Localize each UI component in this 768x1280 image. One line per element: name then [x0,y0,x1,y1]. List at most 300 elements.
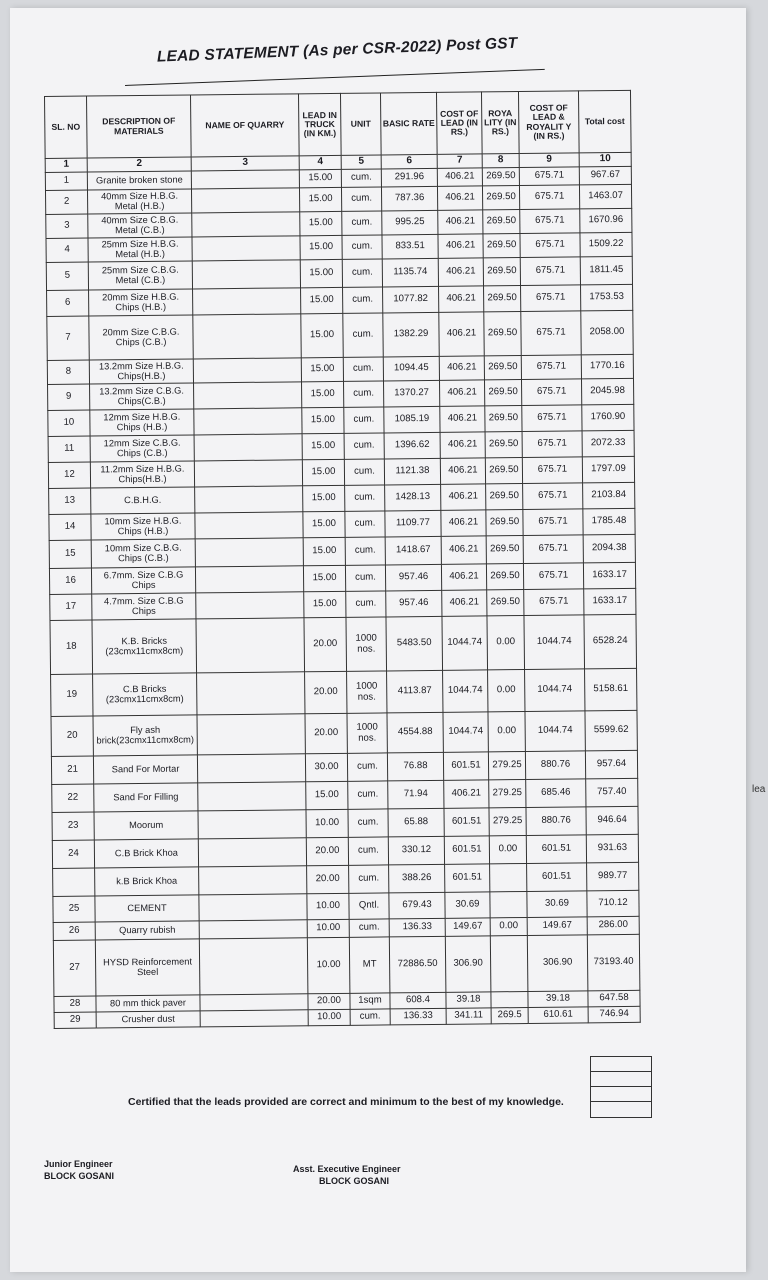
cell-clr: 880.76 [526,807,586,836]
cell-clr: 39.18 [528,991,588,1008]
cell-royalty: 269.50 [483,258,520,286]
cell-total: 1785.48 [583,508,635,535]
cell-desc: Fly ash brick(23cmx11cmx8cm) [93,715,197,756]
cell-lead: 15.00 [306,781,348,809]
cell-lead: 10.00 [308,1009,350,1025]
quarry-cell [193,358,301,383]
cell-unit: cum. [341,187,381,211]
cell-lead: 15.00 [301,357,343,381]
cell-basic: 1382.29 [383,312,439,357]
cell-total: 6528.24 [584,614,637,669]
quarry-cell [199,894,307,921]
cell-basic: 1121.38 [384,458,440,485]
cell-royalty: 269.50 [485,432,522,458]
cell-basic: 1094.45 [383,356,439,381]
cell-desc: 11.2mm Size H.B.G. Chips(H.B.) [90,461,194,488]
cell-total: 1509.22 [580,232,632,257]
cell-clr: 675.71 [523,535,583,564]
cell-total: 1670.96 [580,208,632,233]
cell-clr: 601.51 [526,835,586,864]
signature-title: Junior Engineer [44,1159,113,1169]
cell-basic: 608.4 [390,992,446,1009]
cell-desc: 4.7mm. Size C.B.G Chips [92,593,196,620]
quarry-cell [193,314,301,359]
cell-basic: 1135.74 [382,258,438,287]
quarry-cell [197,672,305,715]
cell-lead: 10.00 [306,809,348,837]
quarry-cell [191,170,299,189]
cell-unit: 1sqm [350,993,390,1009]
cell-total: 1753.53 [581,284,633,311]
cell-basic: 4113.87 [387,670,443,713]
background-edge-text: lea [752,784,766,795]
header-total-cost: Total cost [578,90,631,153]
cell-desc: HYSD Reinforcement Steel [95,939,200,996]
cell-total: 710.12 [587,890,639,917]
cell-cost-lead: 406.21 [440,458,485,484]
signature-title: Asst. Executive Engineer [293,1164,401,1174]
cell-lead: 15.00 [302,433,344,459]
cell-desc: 80 mm thick paver [96,995,200,1012]
cell-lead: 15.00 [301,313,343,357]
cell-sl: 24 [52,840,94,868]
cell-lead: 15.00 [302,407,344,433]
header-unit: UNIT [340,93,381,155]
cell-unit: cum. [344,407,384,433]
cell-royalty: 269.50 [485,406,522,432]
cell-basic: 76.88 [387,752,443,781]
cell-basic: 4554.88 [387,712,443,753]
header-quarry: NAME OF QUARRY [190,94,299,157]
cell-desc: K.B. Bricks (23cmx11cmx8cm) [92,619,197,674]
header-sl-no: SL. NO [45,96,88,158]
cell-unit: cum. [349,919,389,937]
cell-sl: 9 [48,384,90,410]
cell-royalty: 269.50 [482,168,519,186]
cell-sl: 15 [49,540,91,568]
cell-cost-lead: 601.51 [443,752,488,780]
cell-royalty: 0.00 [488,669,525,711]
cell-royalty: 279.25 [489,807,526,835]
quarry-cell [196,592,304,619]
quarry-cell [194,434,302,461]
cell-clr: 675.71 [522,457,582,484]
cell-sl: 29 [54,1012,96,1028]
cell-total: 5599.62 [585,710,637,751]
cell-sl: 21 [51,756,93,784]
quarry-cell [195,486,303,513]
cell-royalty: 269.50 [486,564,523,590]
cell-sl: 5 [46,262,88,290]
cell-total: 1633.17 [584,588,636,615]
cert-box [590,1056,652,1118]
header-description: DESCRIPTION OF MATERIALS [87,95,192,158]
cell-cost-lead: 406.21 [441,510,486,536]
quarry-cell [192,236,300,261]
cell-sl: 19 [51,674,93,716]
cell-sl: 2 [45,190,87,214]
cell-unit: cum. [348,837,388,865]
cell-total: 286.00 [587,916,639,935]
cell-royalty: 269.50 [483,234,520,258]
cell-total: 967.67 [579,166,631,185]
cell-basic: 65.88 [388,808,444,837]
quarry-cell [195,512,303,539]
cell-desc: k.B Brick Khoa [95,867,199,896]
col-number: 7 [437,154,482,168]
cell-basic: 1370.27 [384,380,440,407]
col-number: 8 [482,154,519,168]
cell-total: 946.64 [586,806,638,835]
document-title: LEAD STATEMENT (As per CSR-2022) Post GST [156,34,518,66]
cell-clr: 675.71 [520,257,580,286]
cell-sl: 16 [49,568,91,594]
cell-unit: cum. [345,485,385,511]
cell-royalty [490,935,528,991]
cell-lead: 15.00 [300,211,342,235]
cell-total: 2045.98 [581,378,633,405]
cell-total: 1760.90 [582,404,634,431]
cell-lead: 15.00 [301,287,343,313]
cell-cost-lead: 601.51 [445,864,490,892]
cell-total: 2094.38 [583,534,635,563]
cell-basic: 833.51 [382,234,438,259]
cell-cost-lead: 39.18 [446,992,491,1008]
cell-cost-lead: 601.51 [444,808,489,836]
cell-total: 5158.61 [585,668,637,711]
cell-sl: 3 [46,214,88,238]
cell-cost-lead: 406.21 [438,234,483,258]
cell-total: 1797.09 [582,456,634,483]
signature-office: BLOCK GOSANI [319,1176,390,1187]
cell-royalty: 269.5 [491,1007,528,1023]
cell-cost-lead: 406.21 [437,168,482,186]
cell-lead: 15.00 [302,381,344,407]
cell-unit: cum. [343,313,383,357]
quarry-cell [198,838,306,867]
cell-royalty [490,891,527,917]
cell-royalty: 269.50 [483,210,520,234]
title-underline [125,69,545,86]
cell-royalty [490,863,527,891]
cell-lead: 15.00 [302,459,344,485]
cell-unit: cum. [344,459,384,485]
cell-basic: 1109.77 [385,510,441,537]
cell-royalty: 0.00 [487,616,525,670]
cell-royalty: 269.50 [486,536,523,564]
cell-unit: 1000 nos. [347,713,387,753]
cell-unit: cum. [349,865,389,893]
cell-desc: Granite broken stone [87,171,191,190]
quarry-cell [193,288,301,315]
cell-lead: 30.00 [305,753,347,781]
cell-total: 931.63 [586,834,638,863]
cell-royalty: 269.50 [487,590,524,616]
cell-desc: 20mm Size H.B.G. Chips (H.B.) [89,289,193,316]
cell-lead: 15.00 [300,259,342,287]
cell-unit: Qntl. [349,893,389,919]
cell-desc: Moorum [94,811,198,840]
cell-desc: 20mm Size C.B.G. Chips (C.B.) [89,315,193,360]
cell-desc: 13.2mm Size C.B.G. Chips(C.B.) [90,383,194,410]
cell-cost-lead: 306.90 [445,936,491,992]
quarry-cell [192,260,300,289]
cell-clr: 675.71 [522,431,582,458]
cell-unit: cum. [342,235,382,259]
cell-clr: 675.71 [521,379,581,406]
cell-desc: 13.2mm Size H.B.G. Chips(H.B.) [89,359,193,384]
col-number: 2 [87,157,191,172]
cell-desc: CEMENT [95,895,199,922]
table-row [53,934,640,996]
quarry-cell [195,566,303,593]
cell-unit: cum. [344,381,384,407]
cell-cost-lead: 406.21 [439,286,484,312]
col-number: 1 [45,158,87,172]
cell-desc: C.B Brick Khoa [94,839,198,868]
header-cost-lead-royalty: COST OF LEAD & ROYALIT Y (IN RS.) [518,91,579,154]
cell-sl: 13 [49,488,91,514]
table-row [51,710,637,756]
cell-royalty: 269.50 [486,510,523,536]
cell-basic: 957.46 [386,590,442,617]
col-number: 5 [341,155,381,169]
cell-sl: 1 [45,172,87,190]
cell-lead: 10.00 [307,919,349,937]
cell-sl: 4 [46,238,88,262]
cell-royalty [491,991,528,1007]
cell-clr: 675.71 [524,589,584,616]
cell-desc: 40mm Size H.B.G. Metal (H.B.) [87,189,191,214]
cell-desc: Sand For Filling [94,783,198,812]
cell-total: 2072.33 [582,430,634,457]
cell-cost-lead: 406.21 [439,356,484,380]
cell-unit: cum. [345,565,385,591]
col-number: 3 [191,156,299,171]
cell-sl: 7 [47,316,89,360]
cell-basic: 1077.82 [383,286,439,313]
cell-royalty: 269.50 [484,312,521,356]
cell-lead: 15.00 [300,235,342,259]
quarry-cell [198,782,306,811]
cell-royalty: 0.00 [490,917,527,935]
quarry-cell [199,920,307,939]
cell-basic: 787.36 [381,186,437,211]
cell-cost-lead: 406.21 [437,186,482,210]
cell-unit: cum. [343,287,383,313]
cell-royalty: 269.50 [484,380,521,406]
cell-lead: 20.00 [306,837,348,865]
cell-basic: 291.96 [381,168,437,187]
quarry-cell [199,938,308,995]
cell-cost-lead: 406.21 [439,312,484,356]
cell-cost-lead: 30.69 [445,892,490,918]
cell-unit: MT [349,937,390,993]
cell-basic: 5483.50 [386,616,443,671]
cell-clr: 675.71 [523,509,583,536]
lead-statement-table [44,90,641,1029]
quarry-cell [196,618,305,673]
cell-cost-lead: 406.21 [441,564,486,590]
cell-total: 2103.84 [583,482,635,509]
cell-sl: 14 [49,514,91,540]
quarry-cell [191,188,299,213]
cell-sl: 6 [47,290,89,316]
cell-desc: Quarry rubish [95,921,199,940]
cell-unit: cum. [342,259,382,287]
cell-lead: 20.00 [305,713,347,753]
cell-basic: 136.33 [390,1008,446,1025]
quarry-cell [194,382,302,409]
cell-royalty: 269.50 [485,458,522,484]
cell-unit: cum. [343,357,383,381]
cell-clr: 1044.74 [525,669,585,712]
cell-sl: 20 [51,716,93,756]
header-cost-of-lead: COST OF LEAD (IN RS.) [436,92,482,154]
cell-cost-lead: 406.21 [438,210,483,234]
cell-clr: 675.71 [521,355,581,380]
cell-sl: 23 [52,812,94,840]
cell-clr: 1044.74 [524,615,585,670]
cell-cost-lead: 406.21 [440,432,485,458]
col-number: 10 [579,152,631,167]
cell-lead: 15.00 [304,591,346,617]
cell-unit: cum. [345,511,385,537]
cell-sl: 25 [53,896,95,922]
cell-royalty: 0.00 [488,711,525,751]
cell-sl: 22 [52,784,94,812]
cell-clr: 685.46 [526,779,586,808]
cell-lead: 10.00 [307,893,349,919]
header-basic-rate: BASIC RATE [380,92,437,155]
cell-desc: 25mm Size H.B.G. Metal (H.B.) [88,237,192,262]
cell-clr: 1044.74 [525,711,585,752]
cell-desc: 12mm Size C.B.G. Chips (C.B.) [90,435,194,462]
cell-unit: cum. [342,211,382,235]
cell-lead: 15.00 [299,187,341,211]
document-page [10,8,746,1272]
cell-desc: Sand For Mortar [93,755,197,784]
cell-royalty: 0.00 [489,835,526,863]
cell-sl: 28 [54,996,96,1012]
cell-lead: 15.00 [303,565,345,591]
table-body [45,166,640,1028]
cell-total: 746.94 [588,1006,640,1023]
cell-clr: 675.71 [521,311,581,356]
cell-desc: Crusher dust [96,1011,200,1028]
cell-sl: 11 [48,436,90,462]
cell-desc: 10mm Size C.B.G. Chips (C.B.) [91,539,195,568]
cell-sl: 26 [53,922,95,940]
cell-desc: C.B.H.G. [91,487,195,514]
cell-lead: 20.00 [305,671,347,713]
quarry-cell [197,754,305,783]
cell-basic: 1085.19 [384,406,440,433]
cell-sl: 10 [48,410,90,436]
cell-desc: 40mm Size C.B.G. Metal (C.B.) [88,213,192,238]
cell-unit: 1000 nos. [346,617,387,671]
certification-text: Certified that the leads provided are correct and minimum to the best of my knowledge. [128,1096,564,1108]
table-row [51,668,637,716]
quarry-cell [200,1010,308,1027]
cell-basic: 71.94 [388,780,444,809]
cell-total: 1463.07 [579,184,631,209]
cell-sl: 27 [53,940,96,996]
cell-clr: 675.71 [520,209,580,234]
cell-cost-lead: 406.21 [440,406,485,432]
cell-royalty: 269.50 [484,286,521,312]
cell-royalty: 279.25 [489,779,526,807]
cell-unit: cum. [344,433,384,459]
cell-sl: 8 [47,360,89,384]
col-number: 6 [381,154,437,169]
cell-sl: 18 [50,620,93,674]
cell-basic: 136.33 [389,918,445,937]
cell-sl [53,868,95,896]
cell-sl: 17 [50,594,92,620]
quarry-cell [192,212,300,237]
cell-unit: cum. [346,591,386,617]
cell-total: 757.40 [586,778,638,807]
cell-basic: 1418.67 [385,536,441,565]
cell-desc: 6.7mm. Size C.B.G Chips [91,567,195,594]
cell-cost-lead: 149.67 [445,918,490,936]
cell-cost-lead: 406.21 [441,484,486,510]
cell-basic: 388.26 [389,864,445,893]
cell-lead: 15.00 [303,511,345,537]
cell-basic: 330.12 [388,836,444,865]
cell-total: 1770.16 [581,354,633,379]
cell-clr: 675.71 [519,167,579,186]
header-royalty: ROYA LITY (IN RS.) [481,92,519,154]
cell-lead: 10.00 [307,937,350,993]
cell-sl: 12 [48,462,90,488]
cell-clr: 880.76 [525,751,585,780]
cell-lead: 15.00 [299,169,341,187]
cell-royalty: 269.50 [486,484,523,510]
col-number: 4 [299,155,341,169]
cell-total: 2058.00 [581,310,633,355]
header-lead: LEAD IN TRUCK (IN KM.) [298,93,341,155]
cell-basic: 995.25 [382,210,438,235]
cell-basic: 957.46 [385,564,441,591]
quarry-cell [194,408,302,435]
quarry-cell [199,866,307,895]
cell-clr: 675.71 [523,483,583,510]
cell-desc: 25mm Size C.B.G. Metal (C.B.) [88,261,192,290]
lead-statement-table-wrapper [44,90,641,1029]
cell-cost-lead: 601.51 [444,836,489,864]
cell-lead: 15.00 [303,485,345,511]
table-row [47,310,633,360]
cell-desc: 10mm Size H.B.G. Chips (H.B.) [91,513,195,540]
cell-basic: 679.43 [389,892,445,919]
cell-royalty: 269.50 [482,186,519,210]
cell-cost-lead: 406.21 [439,380,484,406]
cell-clr: 306.90 [527,935,588,992]
cell-basic: 72886.50 [389,936,446,993]
cell-clr: 610.61 [528,1007,588,1024]
table-row [50,614,637,674]
cell-clr: 675.71 [521,285,581,312]
quarry-cell [198,810,306,839]
cell-cost-lead: 1044.74 [443,670,488,712]
cell-total: 957.64 [585,750,637,779]
cell-royalty: 269.50 [484,356,521,380]
cell-lead: 20.00 [307,865,349,893]
cell-cost-lead: 406.21 [442,590,487,616]
cell-clr: 675.71 [520,233,580,258]
